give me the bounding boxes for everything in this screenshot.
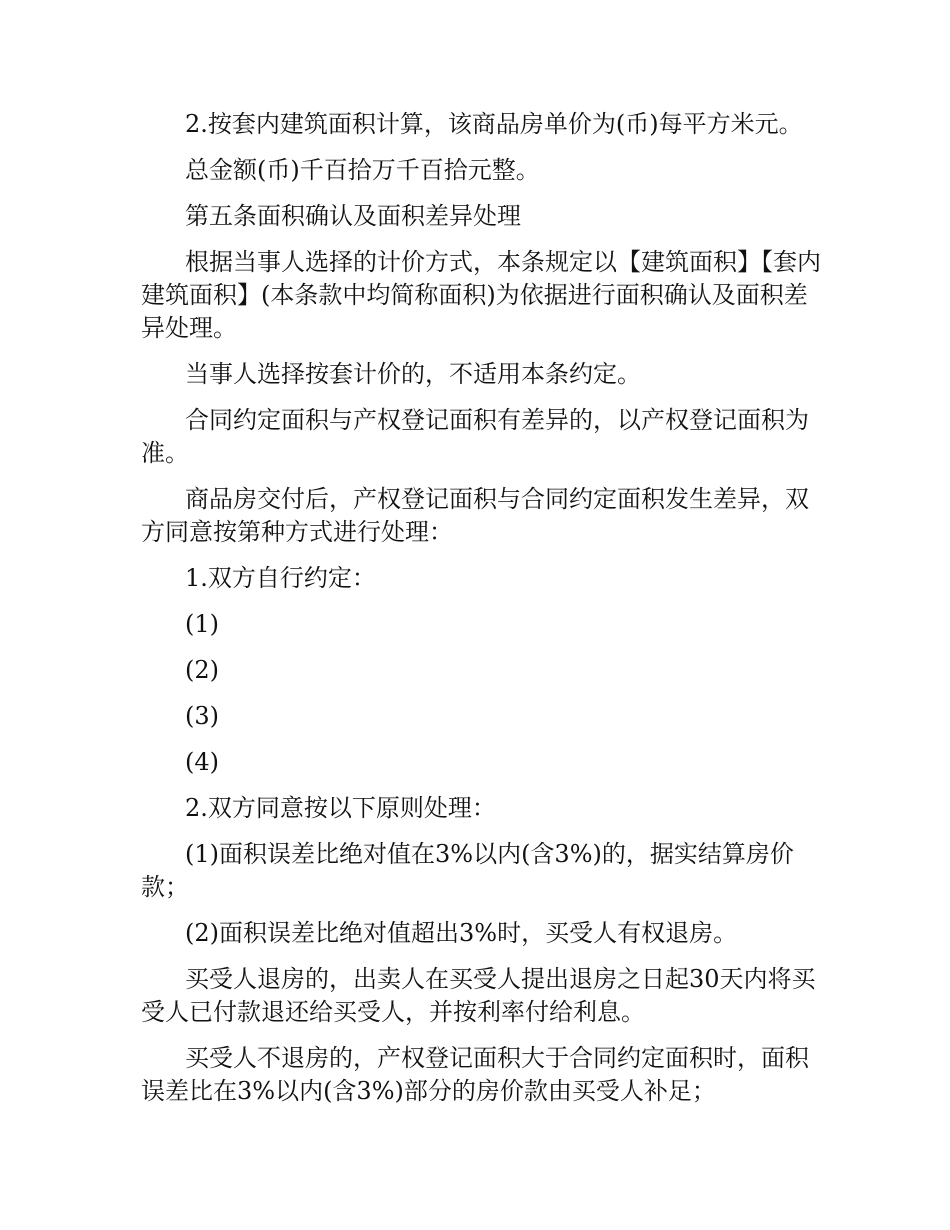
paragraph-refund: 买受人退房的，出卖人在买受人提出退房之日起30天内将买受人已付款退还给买受人，并按利率付给利息。 — [141, 965, 816, 1026]
paragraph-area-basis: 根据当事人选择的计价方式，本条规定以【建筑面积】【套内建筑面积】(本条款中均简称面积)为依据进行面积确认及面积差异处理。 — [141, 248, 821, 342]
list-item-blank-3: (3) — [185, 702, 219, 730]
paragraph-total-amount: 总金额(币)千百拾万千百拾元整。 — [185, 156, 540, 184]
list-item-blank-4: (4) — [185, 748, 219, 776]
list-item-over-3-percent: (2)面积误差比绝对值超出3%时，买受人有权退房。 — [185, 919, 738, 947]
list-item-blank-1: (1) — [185, 610, 219, 638]
section-heading-article-5: 第五条面积确认及面积差异处理 — [185, 202, 521, 230]
paragraph-registered-area: 合同约定面积与产权登记面积有差异的，以产权登记面积为准。 — [141, 406, 809, 467]
contract-body — [141, 108, 821, 1121]
paragraph-difference-handling: 商品房交付后，产权登记面积与合同约定面积发生差异，双方同意按第种方式进行处理： — [141, 485, 809, 546]
list-item-within-3-percent: (1)面积误差比绝对值在3%以内(含3%)的，据实结算房价款； — [141, 840, 794, 901]
list-item-self-agreement: 1.双方自行约定： — [185, 564, 376, 592]
paragraph-no-refund: 买受人不退房的，产权登记面积大于合同约定面积时，面积误差比在3%以内(含3%)部分的房价款由买受人补足； — [141, 1044, 809, 1105]
list-item-principles: 2.双方同意按以下原则处理： — [185, 794, 496, 822]
paragraph-unit-price: 2.按套内建筑面积计算，该商品房单价为(币)每平方米元。 — [185, 110, 803, 138]
paragraph-per-unit-pricing: 当事人选择按套计价的，不适用本条约定。 — [185, 360, 641, 388]
list-item-blank-2: (2) — [185, 656, 219, 684]
